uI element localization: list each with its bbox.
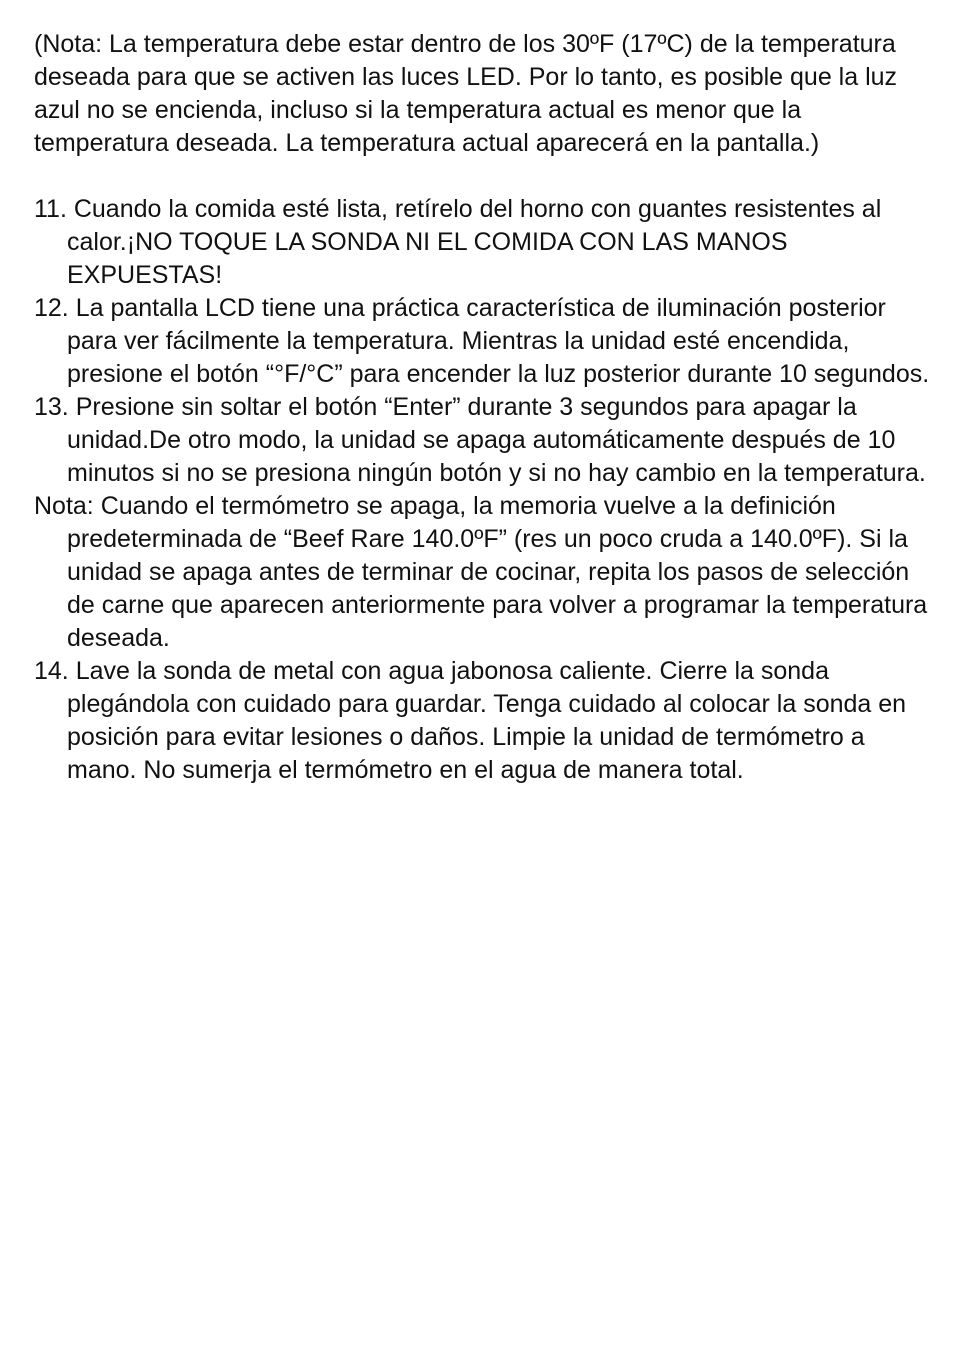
list-item-13: 13. Presione sin soltar el botón “Enter” durante 3 segundos para apagar la unidad.De otro modo, la unidad se apaga automáticamente después de 10 minutos si no se presiona ningún botón y si no hay cambio en la temperatura.: [34, 393, 926, 487]
document-page: [34, 28, 934, 787]
list-item-12: 12. La pantalla LCD tiene una práctica característica de iluminación posterior para ver fácilmente la temperatura. Mientras la unidad esté encendida, presione el botón “°F/°C” para encender la luz posterior durante 10 segundos.: [34, 294, 930, 388]
list-item-11: 11. Cuando la comida esté lista, retírelo del horno con guantes resistentes al calor.¡NO TOQUE LA SONDA NI EL COMIDA CON LAS MANOS EXPUESTAS!: [34, 195, 882, 289]
list-item-14: 14. Lave la sonda de metal con agua jabonosa caliente. Cierre la sonda plegándola con cuidado para guardar. Tenga cuidado al colocar la sonda en posición para evitar lesiones o daños. Limpie la unidad de termómetro a mano. No sumerja el termómetro en el agua de manera total.: [34, 657, 907, 784]
note-shutdown: Nota: Cuando el termómetro se apaga, la memoria vuelve a la definición predeterminada de “Beef Rare 140.0ºF” (res un poco cruda a 140.0ºF). Si la unidad se apaga antes de terminar de cocinar, repita los pasos de selección de carne que aparecen anteriormente para volver a programar la temperatura deseada.: [34, 492, 928, 652]
intro-note: (Nota: La temperatura debe estar dentro de los 30ºF (17ºC) de la temperatura deseada para que se activen las luces LED. Por lo tanto, es posible que la luz azul no se encienda, incluso si la temperatura actual es menor que la temperatura deseada. La temperatura actual aparecerá en la pantalla.): [34, 30, 898, 157]
